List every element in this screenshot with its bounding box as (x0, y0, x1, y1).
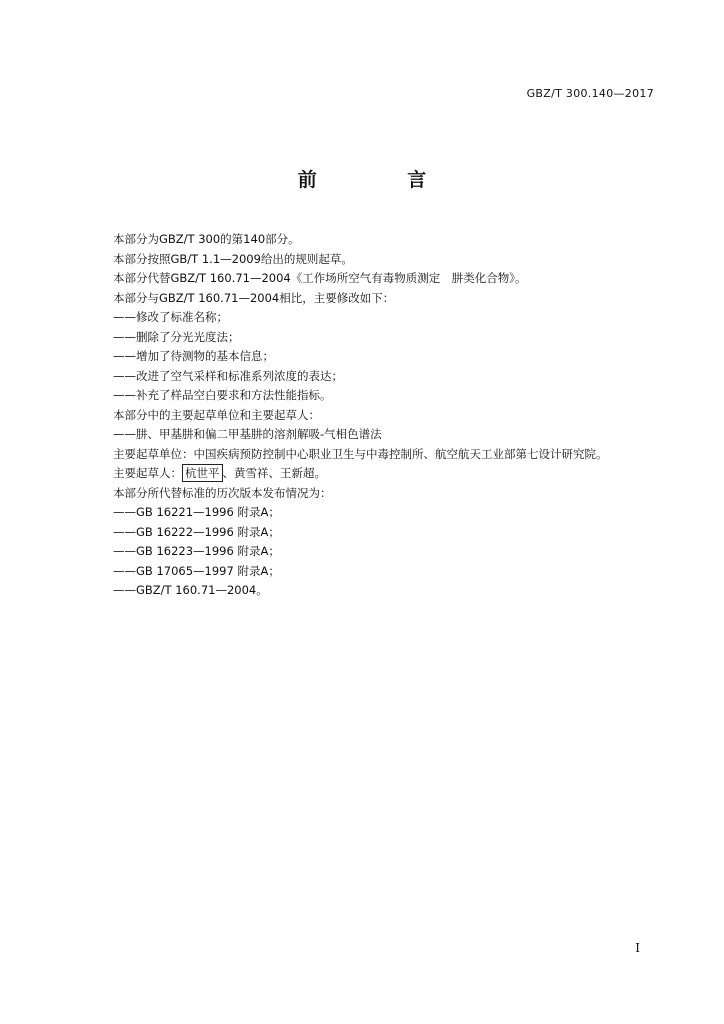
list-item: ——GBZ/T 160.71—2004。 (113, 583, 268, 597)
list-item: ——GB 16221—1996 附录A； (113, 505, 280, 519)
list-item: ——补充了样品空白要求和方法性能指标。 (113, 388, 332, 402)
boxed-drafter-name: 杭世平 (182, 464, 223, 482)
list-item: ——删除了分光光度法； (113, 329, 240, 344)
page-number: I (635, 941, 640, 955)
list-item: ——GB 17065—1997 附录A； (113, 563, 280, 578)
list-item: ——GB 16223—1996 附录A； (113, 544, 280, 558)
text-line: 本部分中的主要起草单位和主要起草人： (113, 407, 320, 422)
list-item: ——肼、甲基肼和偏二甲基肼的溶剂解吸-气相色谱法 (113, 427, 382, 441)
text-line: 本部分与GBZ/T 160.71—2004相比，主要修改如下： (113, 290, 395, 305)
list-item: ——改进了空气采样和标准系列浓度的表达； (113, 368, 343, 383)
drafters-rest: 、黄雪祥、王新超。 (222, 466, 326, 480)
drafting-units-line: 主要起草单位：中国疾病预防控制中心职业卫生与中毒控制所、航空航天工业部第七设计研究院。 (113, 446, 608, 461)
text-line: 本部分为GBZ/T 300的第140部分。 (113, 232, 300, 246)
foreword-body (113, 230, 673, 601)
list-item: ——修改了标准名称； (113, 310, 228, 324)
text-line: 本部分按照GB/T 1.1—2009给出的规则起草。 (113, 251, 353, 266)
text-line: 本部分所代替标准的历次版本发布情况为： (113, 485, 332, 500)
standard-code: GBZ/T 300.140—2017 (526, 87, 654, 100)
page-title: 前 言 (297, 169, 469, 191)
drafters-label: 主要起草人： (113, 466, 182, 480)
drafters-line (113, 464, 673, 484)
list-item: ——GB 16222—1996 附录A； (113, 524, 280, 539)
list-item: ——增加了待测物的基本信息； (113, 349, 274, 363)
text-line: 本部分代替GBZ/T 160.71—2004《工作场所空气有毒物质测定 肼类化合物》。 (113, 271, 527, 285)
